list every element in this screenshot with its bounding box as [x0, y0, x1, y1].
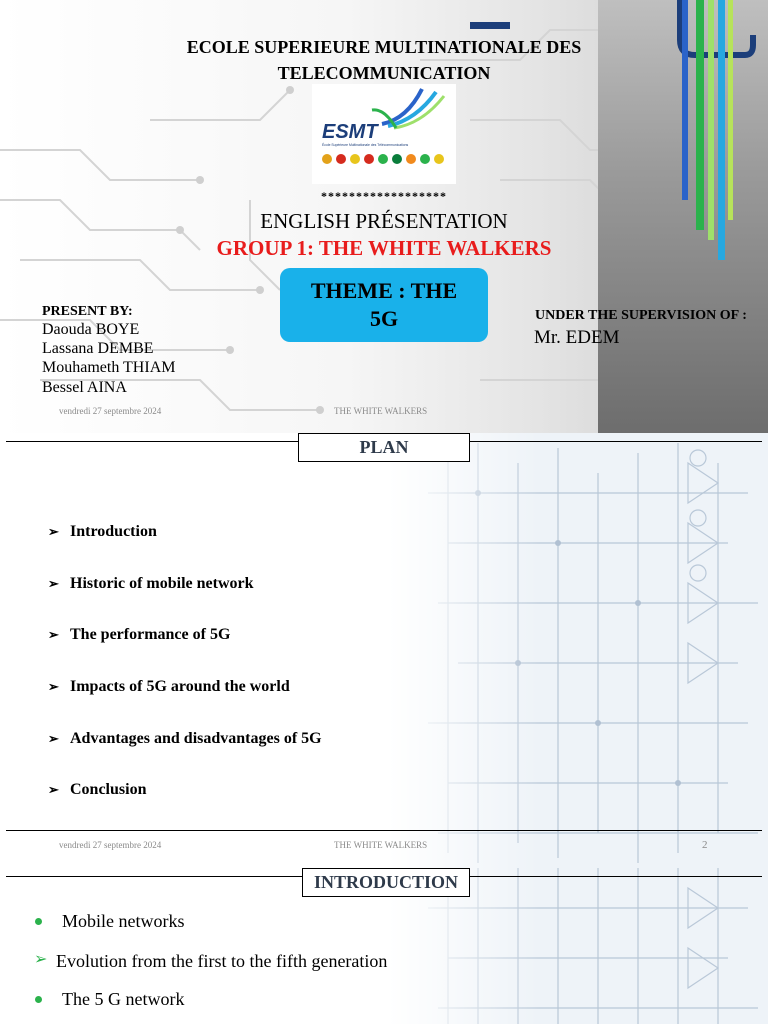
star-divider: ****************** [321, 189, 447, 203]
intro-item: Evolution from the first to the fifth generation [56, 951, 388, 971]
esmt-logo [312, 84, 456, 184]
presentation-subject: ENGLISH PRÉSENTATION [260, 209, 508, 233]
plan-item [48, 523, 157, 541]
plan-item-label: Introduction [70, 523, 157, 540]
arrow-bullet-icon: ➢ [48, 731, 59, 746]
dot-bullet-icon [35, 918, 42, 925]
plan-item-label: Impacts of 5G around the world [70, 678, 290, 695]
arrow-bullet-icon: ➢ [48, 627, 59, 642]
arrow-bullet-icon: ➢ [48, 524, 59, 539]
plan-item [48, 781, 146, 799]
intro-item: The 5 G network [62, 989, 185, 1009]
footer-center: THE WHITE WALKERS [334, 406, 428, 416]
member-name: Mouhameth THIAM [42, 359, 176, 376]
plan-title: PLAN [298, 433, 470, 462]
blueprint-background [388, 433, 768, 868]
footer-rule [6, 830, 762, 831]
plan-item [48, 678, 290, 696]
school-title [150, 34, 618, 86]
theme-box [280, 268, 488, 342]
footer-date: vendredi 27 septembre 2024 [59, 406, 162, 416]
arrow-bullet-icon: ➢ [48, 679, 59, 694]
plan-slide [0, 433, 768, 868]
school-title-line2: TELECOMMUNICATION [277, 63, 491, 83]
footer-center: THE WHITE WALKERS [334, 840, 428, 850]
arrow-bullet-icon: ➢ [48, 782, 59, 797]
logo-text: ESMT [322, 121, 378, 143]
plan-item-label: The performance of 5G [70, 626, 231, 643]
footer-date: vendredi 27 septembre 2024 [59, 840, 162, 850]
plan-item-label: Historic of mobile network [70, 575, 254, 592]
plan-item [48, 730, 322, 748]
supervision-label: UNDER THE SUPERVISION OF : [535, 308, 747, 323]
introduction-slide [0, 868, 768, 1024]
arrow-bullet-icon: ➢ [48, 576, 59, 591]
member-name: Daouda BOYE [42, 321, 140, 338]
title-slide [0, 0, 768, 433]
plan-item [48, 626, 230, 644]
group-name: GROUP 1: THE WHITE WALKERS [216, 236, 552, 260]
dot-bullet-icon [35, 996, 42, 1003]
member-name: Lassana DEMBE [42, 340, 154, 357]
plan-item [48, 575, 254, 593]
esmt-logo-graphic [312, 84, 456, 184]
plan-item-label: Conclusion [70, 781, 147, 798]
theme-line2: 5G [369, 306, 399, 331]
school-title-line1: ECOLE SUPERIEURE MULTINATIONALE DES [186, 37, 582, 57]
logo-subtitle: École Supérieure Multinationale des Télécommunications [322, 143, 409, 147]
plan-item-label: Advantages and disadvantages of 5G [70, 730, 322, 747]
page-number: 2 [702, 839, 708, 851]
intro-item: Mobile networks [62, 911, 185, 931]
present-by-label: PRESENT BY: [42, 304, 133, 319]
member-name: Bessel AINA [42, 379, 127, 396]
supervisor-name: Mr. EDEM [534, 327, 620, 348]
theme-line1: THEME : THE [310, 278, 458, 303]
arrow-bullet-icon: ➢ [34, 951, 48, 968]
introduction-title: INTRODUCTION [302, 868, 470, 897]
